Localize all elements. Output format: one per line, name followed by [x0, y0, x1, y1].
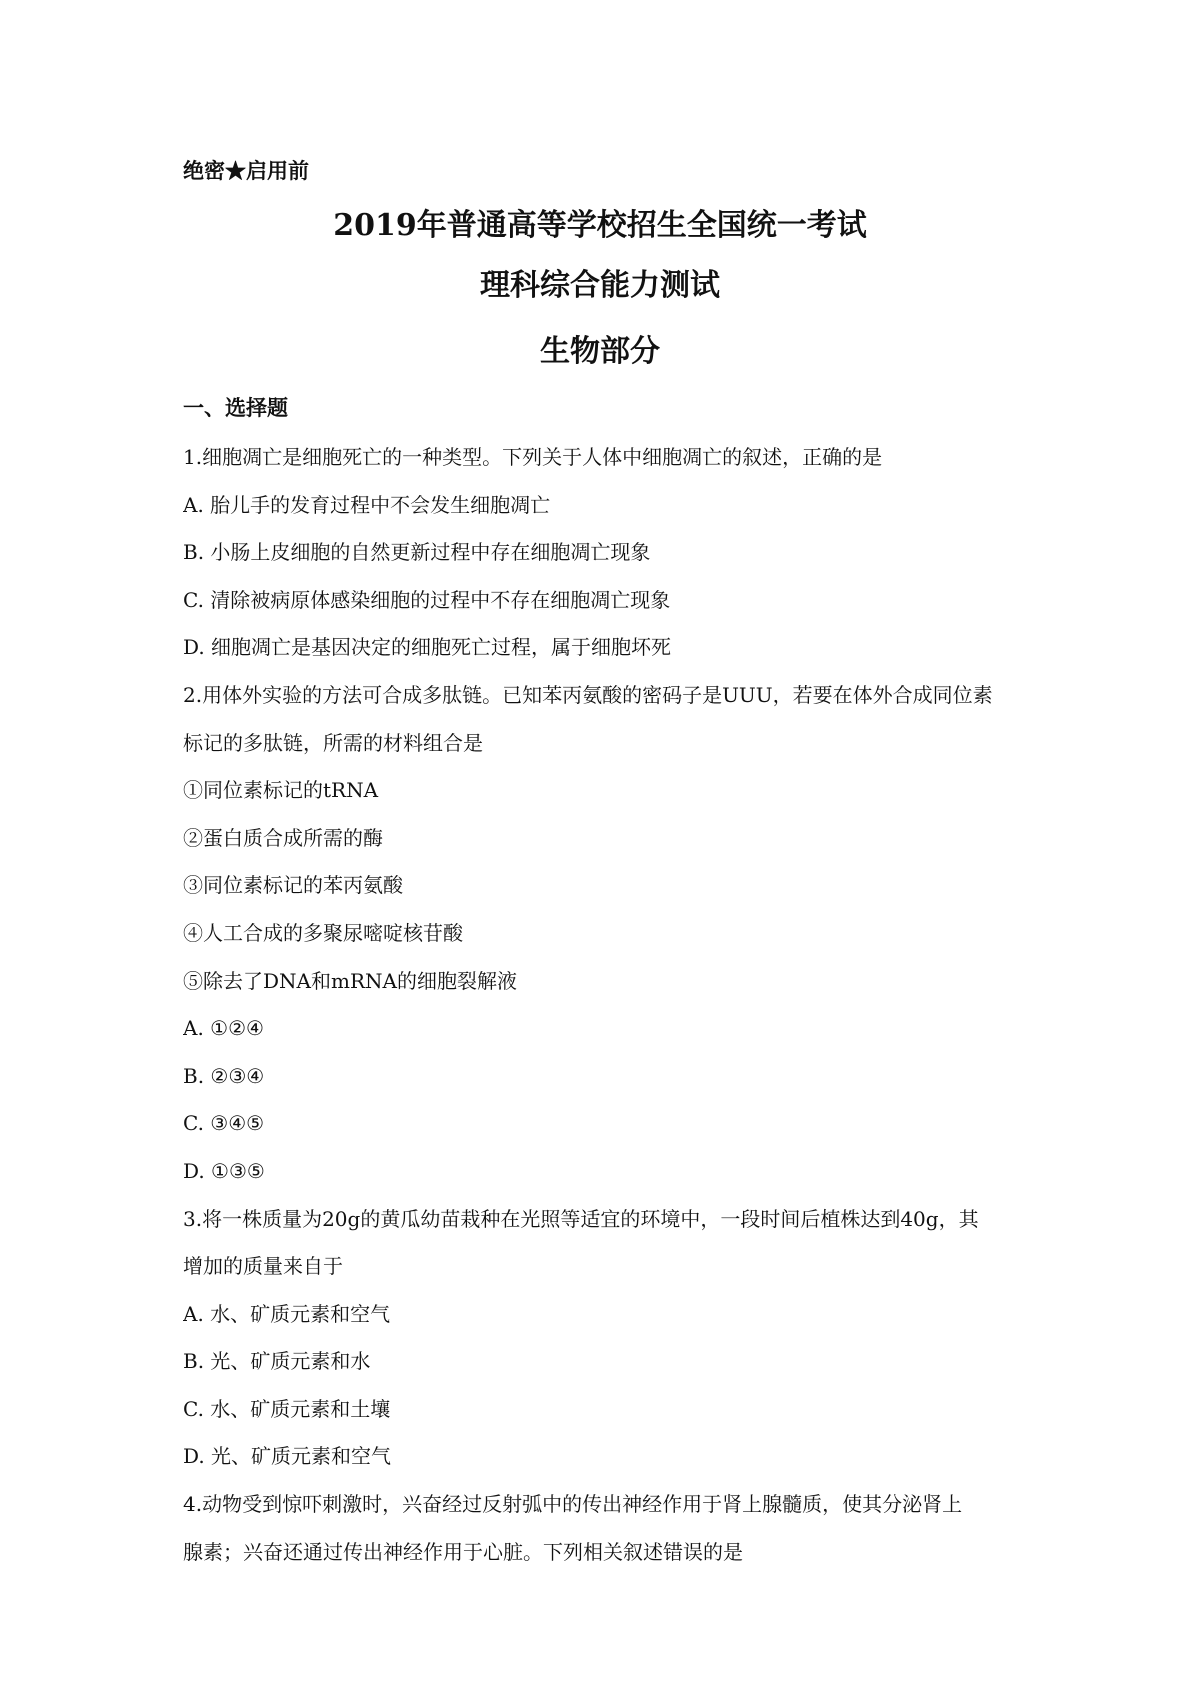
text-line: C. 清除被病原体感染细胞的过程中不存在细胞凋亡现象	[183, 587, 671, 612]
text-line: D. ①③⑤	[183, 1158, 265, 1183]
text-line: B. 小肠上皮细胞的自然更新过程中存在细胞凋亡现象	[183, 540, 651, 565]
text-line: D. 细胞凋亡是基因决定的细胞死亡过程，属于细胞坏死	[183, 635, 672, 660]
text-line: ④人工合成的多聚尿嘧啶核苷酸	[183, 920, 463, 945]
text-line: ⑤除去了DNA和mRNA的细胞裂解液	[183, 968, 517, 993]
text-line: C. ③④⑤	[183, 1111, 265, 1136]
text-line: A. 水、矿质元素和空气	[183, 1301, 391, 1326]
text-line: 1.细胞凋亡是细胞死亡的一种类型。下列关于人体中细胞凋亡的叙述，正确的是	[183, 445, 883, 469]
text-line: 4.动物受到惊吓刺激时，兴奋经过反射弧中的传出神经作用于肾上腺髓质，使其分泌肾上	[183, 1492, 963, 1517]
exam-subtitle: 理科综合能力测试	[480, 268, 720, 303]
text-line: ①同位素标记的tRNA	[183, 778, 379, 803]
text-line: D. 光、矿质元素和空气	[183, 1444, 392, 1469]
text-line: B. 光、矿质元素和水	[183, 1349, 371, 1374]
text-line: 2.用体外实验的方法可合成多肽链。已知苯丙氨酸的密码子是UUU，若要在体外合成同位素	[183, 682, 993, 707]
text-line: ②蛋白质合成所需的酶	[183, 825, 383, 850]
text-line: C. 水、矿质元素和土壤	[183, 1396, 391, 1421]
text-line: 增加的质量来自于	[183, 1254, 343, 1279]
text-line: 腺素；兴奋还通过传出神经作用于心脏。下列相关叙述错误的是	[183, 1539, 743, 1564]
text-line: 3.将一株质量为20g的黄瓜幼苗栽种在光照等适宜的环境中，一段时间后植株达到40g，其	[183, 1206, 979, 1231]
text-line: A. 胎儿手的发育过程中不会发生细胞凋亡	[183, 492, 551, 517]
exam-title: 2019年普通高等学校招生全国统一考试	[333, 208, 867, 243]
section-heading: 一、选择题	[183, 395, 288, 420]
question-list	[183, 434, 1033, 1576]
secret-mark: 绝密★启用前	[183, 158, 309, 183]
text-line: B. ②③④	[183, 1063, 265, 1088]
text-line: A. ①②④	[183, 1016, 264, 1041]
exam-part-title: 生物部分	[540, 334, 660, 369]
text-line: ③同位素标记的苯丙氨酸	[183, 873, 403, 898]
text-line: 标记的多肽链，所需的材料组合是	[183, 730, 483, 755]
